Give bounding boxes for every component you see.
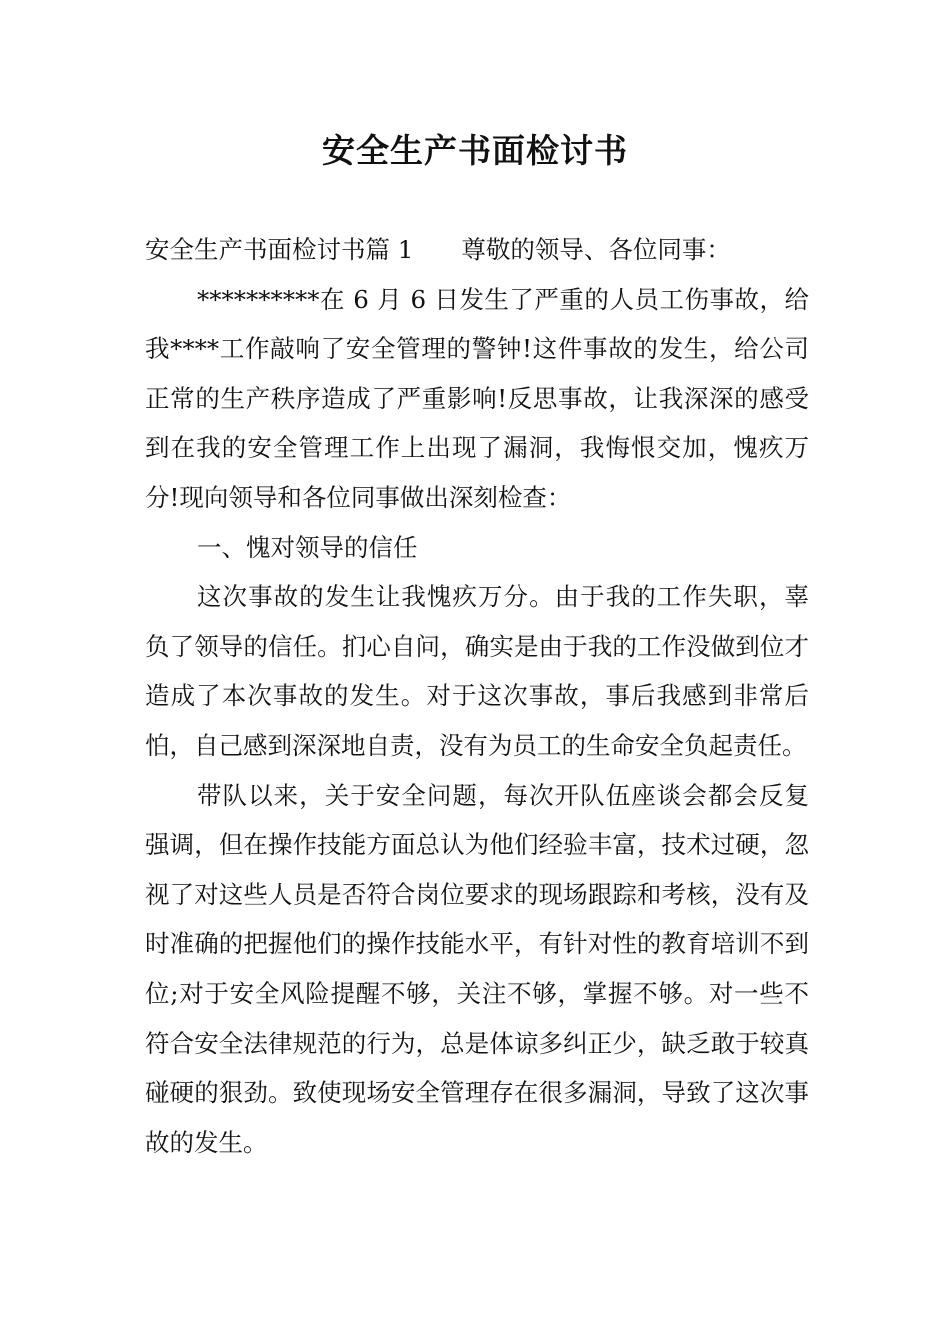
greeting: 尊敬的领导、各位同事： bbox=[461, 235, 731, 264]
intro-line bbox=[145, 225, 809, 275]
document-body bbox=[145, 225, 809, 1167]
section-heading: 一、愧对领导的信任 bbox=[197, 532, 418, 562]
document-title: 安全生产书面检讨书 bbox=[322, 131, 628, 170]
document-subtitle: 安全生产书面检讨书篇 1 bbox=[145, 235, 414, 264]
paragraph-trust: 这次事故的发生让我愧疚万分。由于我的工作失职，辜负了领导的信任。扪心自问，确实是由于我的工作没做到位才造成了本次事故的发生。对于这次事故，事后我感到非常后怕，自己感到深深地自责，没有为员工的生命安全负起责任。 bbox=[145, 582, 809, 760]
paragraph-incident: **********在 6 月 6 日发生了严重的人员工伤事故，给我****工作敲响了安全管理的警钟!这件事故的发生，给公司正常的生产秩序造成了严重影响!反思事故，让我深深的感受到在我的安全管理工作上出现了漏洞，我悔恨交加，愧疚万分!现向领导和各位同事做出深刻检查： bbox=[145, 284, 809, 512]
paragraph-management: 带队以来，关于安全问题，每次开队伍座谈会都会反复强调，但在操作技能方面总认为他们经验丰富，技术过硬，忽视了对这些人员是否符合岗位要求的现场跟踪和考核，没有及时准确的把握他们的操作技能水平，有针对性的教育培训不到位;对于安全风险提醒不够，关注不够，掌握不够。对一些不符合安全法律规范的行为，总是体谅多纠正少，缺乏敢于较真碰硬的狠劲。致使现场安全管理存在很多漏洞，导致了这次事故的发生。 bbox=[145, 780, 809, 1157]
